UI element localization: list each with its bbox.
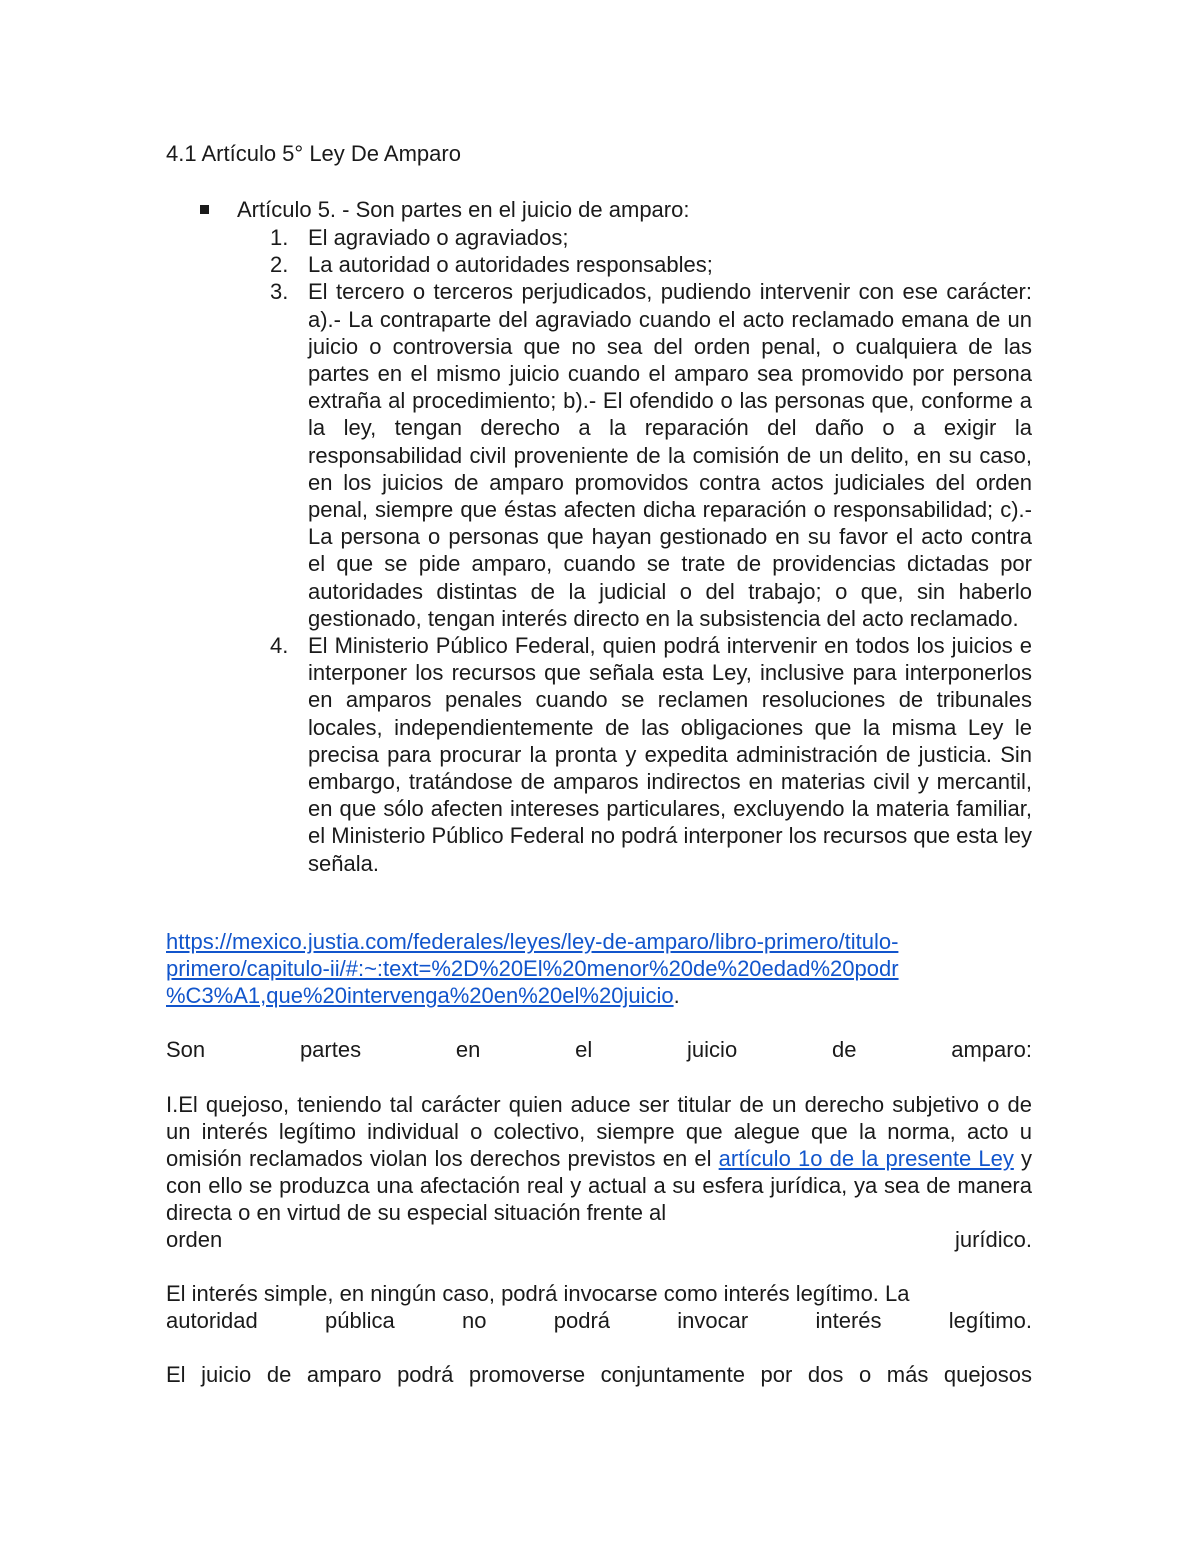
- quejoso-text-end: y con ello se produzca una afectación real y actual a su esfera jurídica, ya sea de manera directa o en virtud de su especial situación frente al: [166, 1146, 1033, 1225]
- list-item: [262, 251, 1032, 278]
- word: amparo:: [951, 1037, 1032, 1062]
- word: autoridad: [166, 1308, 258, 1333]
- word: el: [575, 1037, 593, 1062]
- quejoso-paragraph: [166, 1091, 1032, 1253]
- link-trailing-period: .: [673, 983, 680, 1008]
- interes-line-2: [166, 1307, 1032, 1334]
- word: jurídico.: [954, 1227, 1032, 1252]
- list-number: 1.: [270, 225, 289, 250]
- square-bullet-icon: [200, 205, 209, 214]
- word: pública: [325, 1308, 395, 1333]
- word: no: [462, 1308, 487, 1333]
- word: juicio: [687, 1037, 738, 1062]
- word: legítimo.: [948, 1308, 1032, 1333]
- list-text: El Ministerio Público Federal, quien podrá intervenir en todos los juicios e interponer los recursos que señala esta Ley, inclusive para interponerlos en amparos penales cuando se reclamen resoluciones de tribunales locales, independientemente de las obligaciones que la misma Ley le precisa para procurar la pronta y expedita administración de justicia. Sin embargo, tratándose de amparos indirectos en materias civil y mercantil, en que sólo afecten intereses particulares, excluyendo la materia familiar, el Ministerio Público Federal no podrá interponer los recursos que esta ley señala.: [308, 633, 1032, 876]
- quejoso-last-line: [166, 1226, 1032, 1253]
- word: en: [455, 1037, 481, 1062]
- list-text: La autoridad o autoridades responsables;: [308, 252, 713, 278]
- word: interés: [815, 1308, 882, 1333]
- word: Son: [166, 1037, 206, 1062]
- source-link-line[interactable]: primero/capitulo-ii/#:~:text=%2D%20El%20menor%20de%20edad%20podr: [166, 956, 899, 981]
- juicio-paragraph: El juicio de amparo podrá promoverse conjuntamente por dos o más quejosos: [166, 1362, 1032, 1387]
- source-link-line[interactable]: %C3%A1,que%20intervenga%20en%20el%20juicio: [166, 983, 674, 1008]
- list-number: 3.: [270, 279, 289, 305]
- word: orden: [166, 1227, 223, 1252]
- word: partes: [299, 1037, 362, 1062]
- list-item: [262, 278, 1032, 632]
- list-item: [262, 632, 1032, 877]
- quejoso-text-start: I.El quejoso, teniendo tal carácter quien aduce ser titular de un derecho subjetivo o de un interés legítimo individual o colectivo, siempre que alegue que la norma, acto u omisión reclamados violan los derechos previstos en el: [166, 1092, 1032, 1171]
- word: podrá: [553, 1308, 611, 1333]
- list-number: 4.: [270, 633, 289, 659]
- list-item: [262, 224, 1032, 251]
- section-heading: 4.1 Artículo 5° Ley De Amparo: [166, 141, 461, 166]
- source-link-line[interactable]: https://mexico.justia.com/federales/leyes/ley-de-amparo/libro-primero/titulo-: [166, 929, 899, 954]
- list-text: El agraviado o agraviados;: [308, 225, 569, 250]
- article-link[interactable]: artículo 1o de la presente Ley: [718, 1146, 1014, 1171]
- interes-paragraph: [166, 1280, 1032, 1334]
- bullet-text: Artículo 5. - Son partes en el juicio de amparo:: [237, 197, 690, 222]
- list-number: 2.: [270, 252, 289, 278]
- source-link-paragraph: [166, 928, 966, 1009]
- source-link-last-line: [166, 983, 680, 1008]
- partes-line: [166, 1036, 1032, 1063]
- numbered-list: [262, 224, 1032, 877]
- list-text: El tercero o terceros perjudicados, pudiendo intervenir con ese carácter: a).- La contraparte del agraviado cuando el acto reclamado emana de un juicio o controversia que no sea del orden penal, o cualquiera de las partes en el mismo juicio cuando el amparo sea promovido por persona extraña al procedimiento; b).- El ofendido o las personas que, conforme a la ley, tengan derecho a la reparación del daño o a exigir la responsabilidad civil proveniente de la comisión de un delito, en su caso, en los juicios de amparo promovidos contra actos judiciales del orden penal, siempre que éstas afecten dicha reparación o responsabilidad; c).- La persona o personas que hayan gestionado en su favor el acto contra el que se pide amparo, cuando se trate de providencias dictadas por autoridades distintas de la judicial o del trabajo; o que, sin haberlo gestionado, tengan interés directo en la subsistencia del acto reclamado.: [308, 279, 1032, 631]
- word: de: [831, 1037, 857, 1062]
- interes-line-1: El interés simple, en ningún caso, podrá invocarse como interés legítimo. La: [166, 1281, 910, 1306]
- word: invocar: [677, 1308, 749, 1333]
